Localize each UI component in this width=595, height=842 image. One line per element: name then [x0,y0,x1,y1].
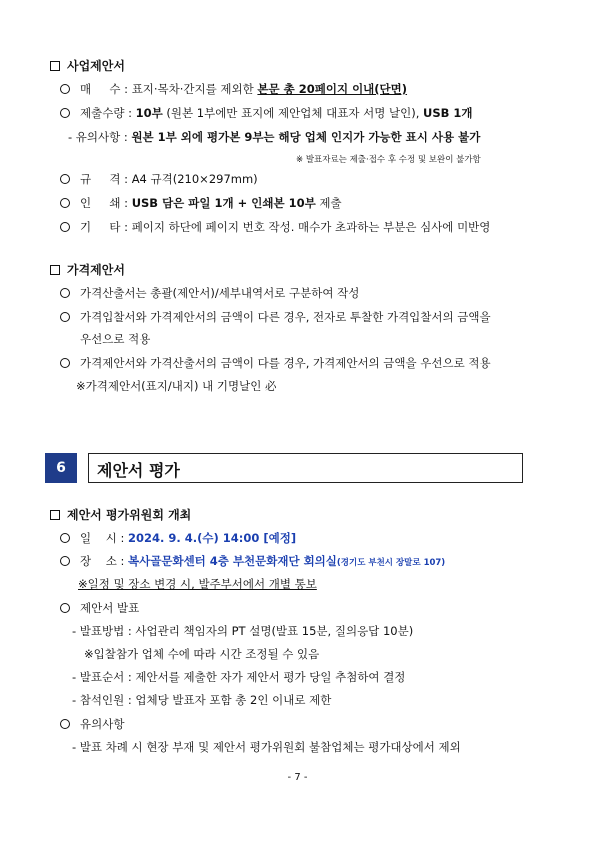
section-number-badge: 6 [45,453,77,483]
pres-people: - 참석인원 : 업체당 발표자 포함 총 2인 이내로 제한 [72,693,332,707]
circle-bullet-icon [60,358,70,368]
circle-bullet-icon [60,108,70,118]
row-page-count: 매 수 : 표지·목차·간지를 제외한 본문 총 20페이지 이내(단면) [60,81,407,97]
price-item-2: 가격입찰서와 가격제안서의 금액이 다른 경우, 전자로 투찰한 가격입찰서의 금액을 [60,309,491,325]
section-title-box [88,453,523,483]
circle-bullet-icon [60,222,70,232]
place-note: ※일정 및 장소 변경 시, 발주부서에서 개별 통보 [78,577,317,591]
note-presentation-material: ※ 발표자료는 제출·접수 후 수정 및 보완이 불가함 [296,155,481,165]
row-date: 일 시 : 2024. 9. 4.(수) 14:00 [예정] [60,530,296,546]
circle-bullet-icon [60,84,70,94]
row-format: 규 격 : A4 규격(210×297mm) [60,171,258,187]
row-place: 장 소 : 복사골문화센터 4층 부천문화재단 회의실(경기도 부천시 장말로 107) [60,553,445,571]
checkbox-square-icon [50,61,60,71]
pres-method-note: ※입찰참가 업체 수에 따라 시간 조정될 수 있음 [84,647,320,661]
checkbox-square-icon [50,510,60,520]
circle-bullet-icon [60,603,70,613]
circle-bullet-icon [60,198,70,208]
row-caution: - 유의사항 : 원본 1부 외에 평가본 9부는 해당 업체 인지가 가능한 표시 사용 불가 [68,130,481,144]
caution-line: - 발표 차례 시 현장 부재 및 제안서 평가위원회 불참업체는 평가대상에서 제외 [72,740,461,754]
checkbox-square-icon [50,265,60,275]
circle-bullet-icon [60,533,70,543]
pres-order: - 발표순서 : 제안서를 제출한 자가 제안서 평가 당일 추첨하여 결정 [72,670,406,684]
page-number: - 7 - [287,772,308,783]
price-item-3: 가격제안서와 가격산출서의 금액이 다를 경우, 가격제안서의 금액을 우선으로 적용 [60,355,491,371]
row-print: 인 쇄 : USB 담은 파일 1개 + 인쇄본 10부 제출 [60,195,342,211]
price-note: ※가격제안서(표지/내지) 내 기명날인 必 [76,379,277,393]
circle-bullet-icon [60,288,70,298]
circle-bullet-icon [60,174,70,184]
row-submit-quantity: 제출수량 : 10부 (원본 1부에만 표지에 제안업체 대표자 서명 날인), USB 1개 [60,105,473,121]
row-etc: 기 타 : 페이지 하단에 페이지 번호 작성. 매수가 초과하는 부분은 심사에 미반영 [60,219,490,235]
section-heading-evaluation-committee: 제안서 평가위원회 개최 [50,507,191,523]
row-presentation: 제안서 발표 [60,600,139,616]
section-title: 제안서 평가 [97,461,180,480]
section-heading-business-proposal: 사업제안서 [50,58,125,74]
section-heading-price-proposal: 가격제안서 [50,262,125,278]
price-item-1: 가격산출서는 총괄(제안서)/세부내역서로 구분하여 작성 [60,285,359,301]
circle-bullet-icon [60,719,70,729]
row-caution-2: 유의사항 [60,716,124,732]
circle-bullet-icon [60,556,70,566]
circle-bullet-icon [60,312,70,322]
price-item-2-cont: 우선으로 적용 [80,332,151,346]
pres-method: - 발표방법 : 사업관리 책임자의 PT 설명(발표 15분, 질의응답 10분) [72,624,414,638]
